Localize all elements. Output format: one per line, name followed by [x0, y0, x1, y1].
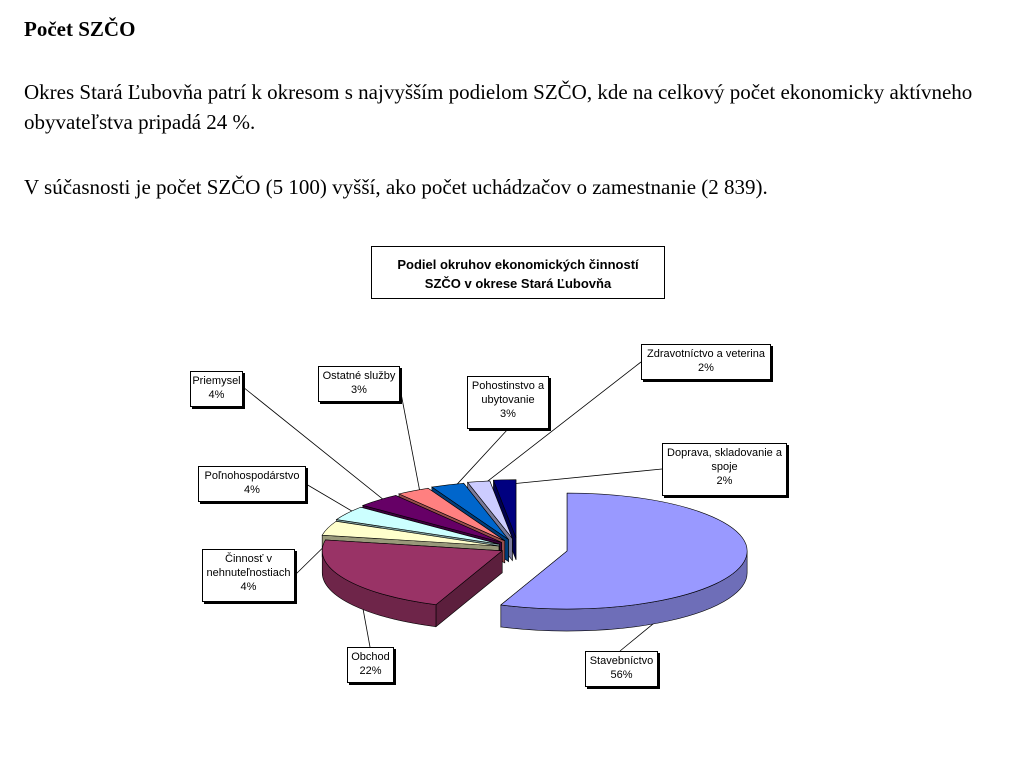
slice-label-6: [318, 366, 400, 402]
slice-label-value: 22%: [359, 665, 382, 677]
pie-slice-2: [322, 540, 502, 627]
chart-title-line1: Podiel okruhov ekonomických činností: [397, 257, 639, 272]
slice-label-7: [467, 376, 549, 429]
slice-label-value: 2%: [698, 362, 714, 374]
slice-label-name: Ostatné služby: [322, 370, 396, 382]
slice-label-name: Obchod: [351, 651, 390, 663]
leader-line-9: [506, 469, 662, 484]
slice-label-8: [641, 344, 771, 380]
slice-label-name: Činnosť v nehnuteľnostiach: [206, 553, 291, 579]
slice-label-2: [347, 647, 394, 683]
page-heading: Počet SZČO: [24, 17, 136, 41]
paragraph-share: Okres Stará Ľubovňa patrí k okresom s najvyšším podielom SZČO, kde na celkový počet ekonomicky aktívneho obyvateľstva pripadá 24 %.: [24, 80, 973, 134]
slice-label-4: [198, 466, 306, 502]
slice-label-value: 4%: [244, 484, 260, 496]
slice-label-value: 3%: [500, 408, 516, 420]
slice-label-value: 56%: [610, 669, 633, 681]
slice-label-3: [202, 549, 295, 602]
slice-label-value: 4%: [240, 581, 257, 593]
slice-label-value: 3%: [351, 384, 367, 396]
slice-label-name: Priemysel: [192, 375, 241, 387]
chart-title: [371, 246, 665, 299]
chart-title-line2: SZČO v okrese Stará Ľubovňa: [424, 276, 612, 291]
pie-slice-1: [501, 493, 747, 631]
slice-label-5: [190, 371, 243, 407]
slice-label-1: [585, 651, 658, 687]
pie-slices: [322, 480, 747, 631]
paragraph-count: V súčasnosti je počet SZČO (5 100) vyšší, ako počet uchádzačov o zamestnanie (2 839).: [24, 175, 768, 199]
slice-label-name: Pohostinstvo a ubytovanie: [471, 380, 545, 406]
slice-label-value: 4%: [208, 389, 225, 401]
slice-label-name: Doprava, skladovanie a spoje: [667, 447, 782, 473]
slice-label-name: Stavebníctvo: [589, 655, 654, 667]
slice-label-9: [662, 443, 787, 496]
slice-label-name: Zdravotníctvo a veterina: [646, 348, 765, 360]
slice-label-value: 2%: [716, 475, 733, 487]
slice-label-name: Poľnohospodárstvo: [204, 470, 300, 482]
leader-line-6: [400, 388, 420, 495]
